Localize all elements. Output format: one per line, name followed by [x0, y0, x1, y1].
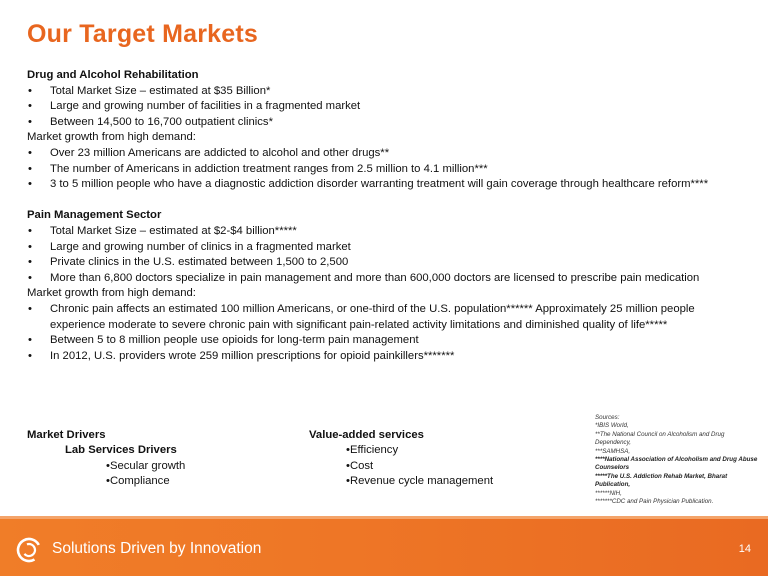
source-line: *IBIS World, — [595, 422, 629, 430]
pain-growth-label: Market growth from high demand: — [27, 287, 196, 300]
section-spacer — [27, 193, 743, 209]
rehab-growth-bullet: • 3 to 5 million people who have a diagnostic addiction disorder warranting treatment will gain coverage through healthcare reform**** — [27, 177, 743, 193]
markets-body — [27, 68, 743, 364]
rehab-growth-bullet: • The number of Americans in addiction treatment ranges from 2.5 million to 4.1 million*** — [27, 162, 743, 178]
pain-bullet: • Total Market Size – estimated at $2-$4 billion***** — [27, 224, 743, 240]
pain-heading: Pain Management Sector — [27, 209, 162, 222]
value-added-heading: Value-added services — [309, 429, 424, 441]
market-drivers-heading: Market Drivers — [27, 429, 106, 441]
pain-bullet: • Large and growing number of clinics in a fragmented market — [27, 240, 743, 256]
rehab-bullet: • Total Market Size – estimated at $35 Billion* — [27, 84, 743, 100]
pain-growth-bullet: • Between 5 to 8 million people use opioids for long-term pain management — [27, 333, 743, 349]
driver-item: •Compliance — [106, 475, 170, 488]
rehab-growth-label: Market growth from high demand: — [27, 131, 196, 144]
lab-services-heading: Lab Services Drivers — [65, 444, 177, 457]
source-line: ******NIH, — [595, 489, 622, 497]
page-title: Our Target Markets — [27, 20, 258, 48]
driver-item: •Secular growth — [106, 459, 186, 472]
pain-growth-bullet: • In 2012, U.S. providers wrote 259 million prescriptions for opioid painkillers******* — [27, 349, 743, 365]
source-line: ****National Association of Alcoholism and Drug Abuse Counselors — [595, 456, 758, 472]
source-line: ***SAMHSA, — [595, 447, 631, 455]
rehab-bullet: • Large and growing number of facilities in a fragmented market — [27, 99, 743, 115]
swirl-logo-icon — [16, 537, 42, 563]
source-line: **The National Council on Alcoholism and Drug Dependency, — [595, 430, 725, 447]
rehab-growth-bullet: • Over 23 million Americans are addicted to alcohol and other drugs** — [27, 146, 743, 162]
value-added-item: •Cost — [346, 459, 374, 472]
source-line: *****The U.S. Addiction Rehab Market, Bharat Publication, — [595, 472, 728, 489]
pain-growth-bullet: • Chronic pain affects an estimated 100 million Americans, or one-third of the U.S. population****** Approximately 25 million people experience moderate to severe chronic pain with significant pain-related activity limitations and diminished quality of life***** — [27, 302, 743, 333]
value-added-item: •Efficiency — [346, 444, 399, 457]
source-line: Sources: — [595, 414, 620, 421]
pain-bullet: • Private clinics in the U.S. estimated between 1,500 to 2,500 — [27, 255, 743, 271]
value-added-item: •Revenue cycle management — [346, 475, 494, 488]
sources-footnotes — [595, 414, 760, 506]
rehab-bullet: • Between 14,500 to 16,700 outpatient clinics* — [27, 115, 743, 131]
source-line: *******CDC and Pain Physician Publication. — [595, 498, 714, 506]
footer-tagline: Solutions Driven by Innovation — [52, 540, 262, 557]
market-drivers — [27, 428, 185, 490]
value-added-services — [309, 428, 493, 490]
rehab-heading: Drug and Alcohol Rehabilitation — [27, 69, 199, 81]
page-number: 14 — [738, 543, 751, 555]
pain-bullet: • More than 6,800 doctors specialize in pain management and more than 600,000 doctors are licensed to prescribe pain medication — [27, 271, 743, 287]
